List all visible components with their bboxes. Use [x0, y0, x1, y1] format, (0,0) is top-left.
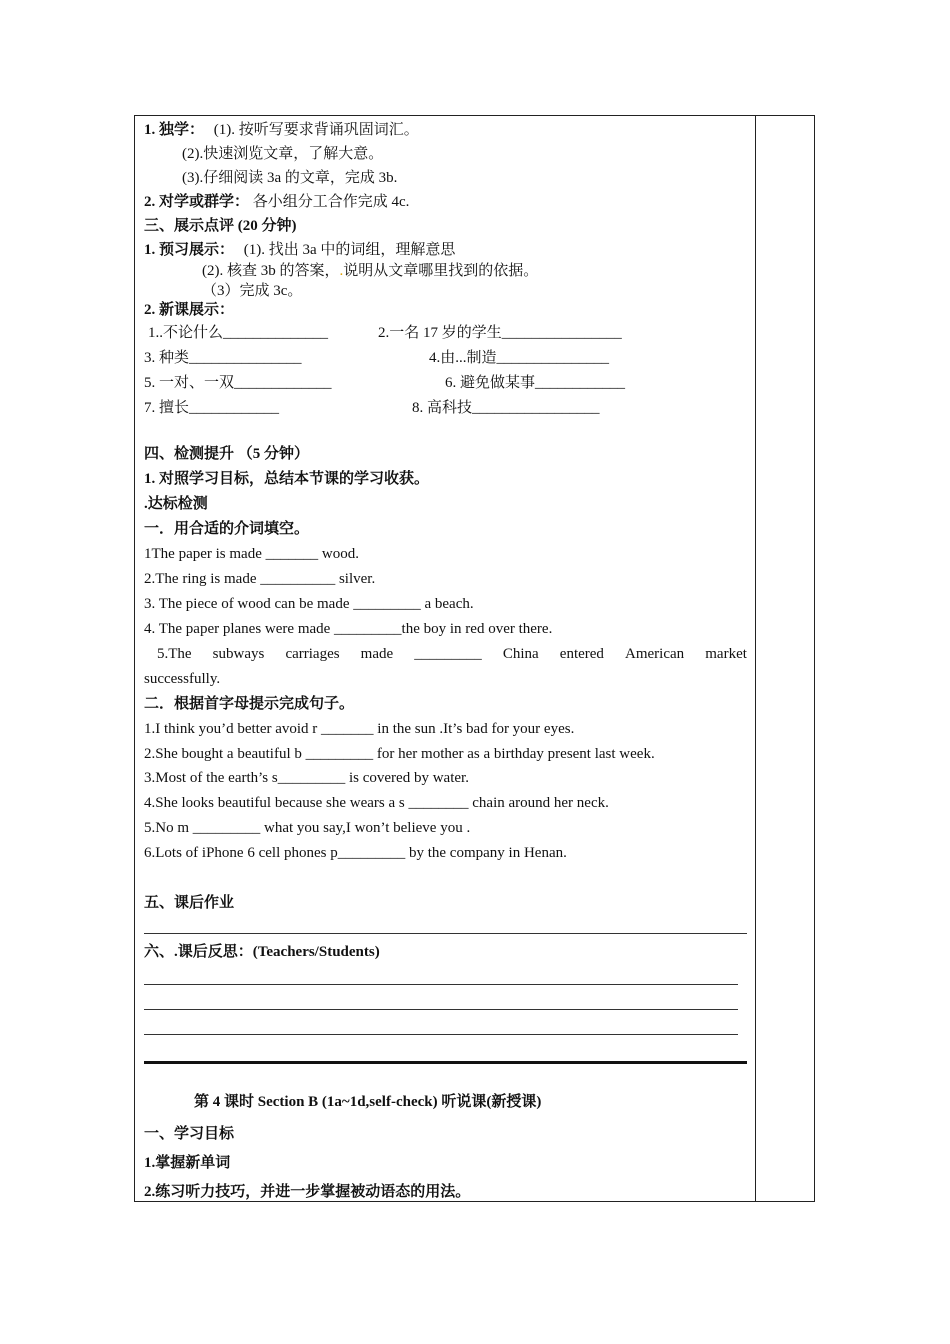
homework-answer-line [144, 933, 747, 934]
self-study-text: (1). 按听写要求背诵巩固词汇。 [213, 122, 419, 138]
preview-step-3: （3）完成 3c。 [202, 283, 303, 299]
part-1-q5 [157, 644, 747, 664]
part-2-q1: 1.I think you’d better avoid r _______ in the sun .It’s bad for your eyes. [144, 721, 575, 737]
self-study-line [144, 120, 419, 140]
vocab-item-5: 5. 一对、一双_____________ [144, 375, 332, 391]
part-1-q2: 2.The ring is made __________ silver. [144, 571, 376, 587]
group-study-label: 2. 对学或群学： [144, 194, 250, 210]
part-2-q4: 4.She looks beautiful because she wears a s ________ chain around her neck. [144, 795, 609, 811]
preview-step-2-b: 说明从文章哪里找到的依据。 [343, 263, 539, 279]
q5-word: China [502, 646, 539, 662]
q5-word: American [625, 646, 685, 662]
part-1-q1: 1The paper is made _______ wood. [144, 546, 359, 562]
goal-heading: 一、学习目标 [144, 1126, 235, 1142]
preview-line-2 [202, 261, 538, 281]
group-study-line [144, 192, 409, 212]
reflection-line-3 [144, 1034, 738, 1035]
vocab-item-1: 1..不论什么______________ [148, 325, 329, 341]
q5-word: market [705, 646, 747, 662]
preview-line-1 [144, 240, 455, 260]
group-study-text: 各小组分工合作完成 4c. [252, 194, 410, 210]
section-3-heading: 三、展示点评 (20 分钟) [144, 218, 297, 234]
section-6-heading: 六、.课后反思：(Teachers/Students) [144, 944, 380, 960]
vocab-item-8: 8. 高科技_________________ [412, 400, 600, 416]
part-2-q5: 5.No m _________ what you say,I won’t believe you . [144, 820, 471, 836]
q5-word: 5.The [157, 646, 192, 662]
lesson-table [134, 115, 815, 1202]
preview-step-1: (1). 找出 3a 中的词组，理解意思 [243, 242, 456, 258]
part-2-q6: 6.Lots of iPhone 6 cell phones p_________ by the company in Henan. [144, 845, 567, 861]
vocab-item-4: 4.由...制造_______________ [429, 350, 610, 366]
preview-label: 1. 预习展示： [144, 242, 235, 258]
goal-item-2: 2.练习听力技巧，并进一步掌握被动语态的用法。 [144, 1184, 471, 1200]
next-lesson-title: 第 4 课时 Section B (1a~1d,self-check) 听说课(新授课) [194, 1094, 542, 1110]
reflection-line-2 [144, 1009, 738, 1010]
self-study-step-3: (3).仔细阅读 3a 的文章，完成 3b. [182, 170, 398, 186]
column-divider [755, 116, 756, 1201]
vocab-item-2: 2.一名 17 岁的学生________________ [378, 325, 622, 341]
part-2-q2: 2.She bought a beautiful b _________ for her mother as a birthday present last week. [144, 746, 655, 762]
vocab-item-6: 6. 避免做某事____________ [445, 375, 626, 391]
vocab-item-7: 7. 擅长____________ [144, 400, 280, 416]
summary-line: 1. 对照学习目标，总结本节课的学习收获。 [144, 471, 430, 487]
part-1-q3: 3. The piece of wood can be made _________ a beach. [144, 596, 474, 612]
assessment-label: .达标检测 [144, 496, 208, 512]
q5-word: entered [559, 646, 604, 662]
q5-word: made [360, 646, 394, 662]
part-2-heading: 二．根据首字母提示完成句子。 [144, 696, 355, 712]
mark-dot: . [339, 263, 344, 279]
section-4-heading: 四、检测提升 （5 分钟） [144, 446, 310, 462]
q5-word: carriages [285, 646, 340, 662]
preview-step-2-a: (2). 核查 3b 的答案， [202, 263, 340, 279]
q5-word: subways [212, 646, 265, 662]
part-1-q5-continued: successfully. [144, 671, 221, 687]
new-lesson-label: 2. 新课展示： [144, 302, 235, 318]
self-study-label: 1. 独学： [144, 122, 205, 138]
vocab-item-3: 3. 种类_______________ [144, 350, 302, 366]
section-separator [144, 1061, 747, 1064]
section-5-heading: 五、课后作业 [144, 895, 235, 911]
reflection-line-1 [144, 984, 738, 985]
part-2-q3: 3.Most of the earth’s s_________ is covered by water. [144, 770, 469, 786]
self-study-step-2: (2).快速浏览文章，了解大意。 [182, 146, 384, 162]
q5-word: _________ [414, 646, 482, 662]
part-1-heading: 一．用合适的介词填空。 [144, 521, 310, 537]
part-1-q4: 4. The paper planes were made _________the boy in red over there. [144, 621, 553, 637]
goal-item-1: 1.掌握新单词 [144, 1155, 231, 1171]
